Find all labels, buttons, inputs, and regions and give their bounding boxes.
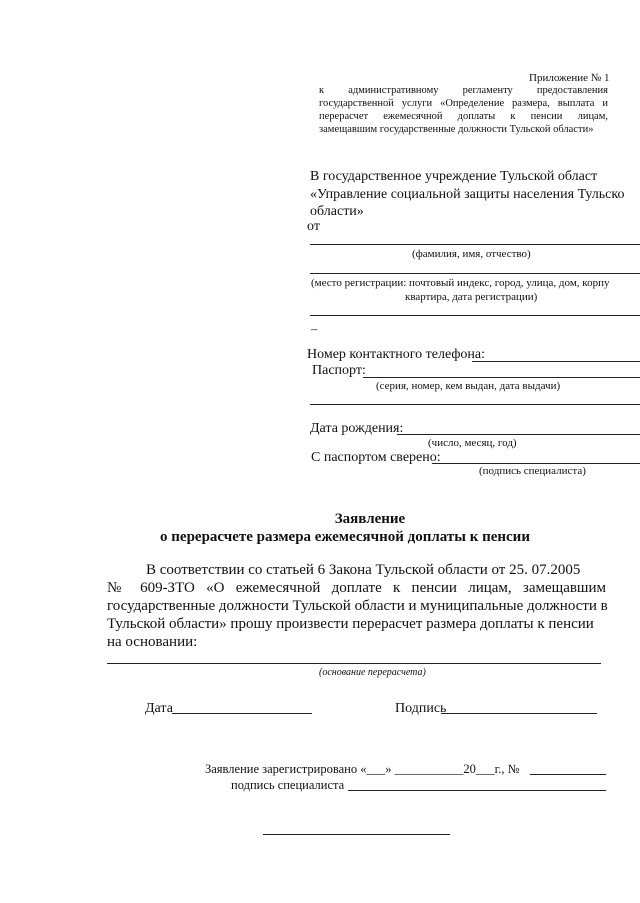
addressee-line-3: области» — [310, 204, 364, 219]
addressee-line-2: «Управление социальной защиты населения Тульско — [310, 187, 625, 202]
basis-field-line[interactable] — [107, 663, 601, 664]
specialist-signature-label: подпись специалиста — [231, 778, 345, 792]
verified-hint: (подпись специалиста) — [479, 465, 586, 477]
birth-date-field-line[interactable] — [397, 434, 640, 435]
registration-hint-line-1: (место регистрации: почтовый индекс, город, улица, дом, корпу — [311, 277, 610, 289]
registration-hint-line-2: квартира, дата регистрации) — [405, 291, 538, 303]
birth-date-hint: (число, месяц, год) — [428, 437, 517, 449]
statement-body-line-1: В соответствии со статьей 6 Закона Тульской области от 25. 07.2005 — [146, 562, 581, 578]
footer-rule — [263, 834, 450, 835]
passport-hint: (серия, номер, кем выдан, дата выдачи) — [376, 380, 561, 392]
statement-subtitle: о перерасчете размера ежемесячной доплаты к пенсии — [160, 529, 530, 545]
passport-extra-line[interactable] — [310, 404, 640, 405]
registration-field-line[interactable] — [310, 273, 640, 274]
statement-body-line-2: № 609-ЗТО «О ежемесячной доплате к пенсии лицам, замещавшим — [107, 580, 606, 596]
appendix-line-1: к административному регламенту предоставления — [319, 85, 608, 96]
from-label: от — [307, 219, 320, 234]
fio-field-line[interactable] — [310, 244, 640, 245]
appendix-line-2: государственной услуги «Определение размера, выплата и — [319, 98, 608, 109]
passport-label: Паспорт: — [312, 363, 366, 378]
statement-body-line-3: государственные должности Тульской области и муниципальные должности в — [107, 598, 608, 614]
phone-label: Номер контактного телефона: — [307, 347, 485, 362]
statement-body-line-5: на основании: — [107, 634, 198, 650]
registered-number-line[interactable] — [530, 774, 606, 775]
statement-title: Заявление — [334, 511, 406, 527]
signature-field-line[interactable] — [441, 713, 597, 714]
appendix-title: Приложение № 1 — [529, 72, 610, 84]
addressee-line-1: В государственное учреждение Тульской област — [310, 169, 598, 184]
dash-mark: – — [311, 322, 318, 336]
registered-text: Заявление зарегистрировано «___» ___________20___г., № — [205, 762, 520, 776]
date-label: Дата — [145, 701, 173, 716]
passport-field-line[interactable] — [363, 377, 640, 378]
fio-hint: (фамилия, имя, отчество) — [412, 248, 531, 260]
verified-label: С паспортом сверено: — [311, 450, 441, 465]
appendix-line-4: замещавшим государственные должности Тульской области» — [319, 124, 594, 135]
verified-signature-line[interactable] — [432, 463, 640, 464]
basis-hint: (основание перерасчета) — [319, 667, 426, 678]
signature-label: Подпись — [395, 701, 447, 716]
birth-date-label: Дата рождения: — [310, 421, 404, 436]
phone-field-line[interactable] — [472, 361, 640, 362]
statement-body-line-4: Тульской области» прошу произвести перерасчет размера доплаты к пенсии — [107, 616, 594, 632]
date-field-line[interactable] — [172, 713, 312, 714]
registration-extra-line[interactable] — [310, 315, 640, 316]
appendix-line-3: перерасчет ежемесячной доплаты к пенсии лицам, — [319, 111, 608, 122]
specialist-signature-line[interactable] — [348, 790, 606, 791]
